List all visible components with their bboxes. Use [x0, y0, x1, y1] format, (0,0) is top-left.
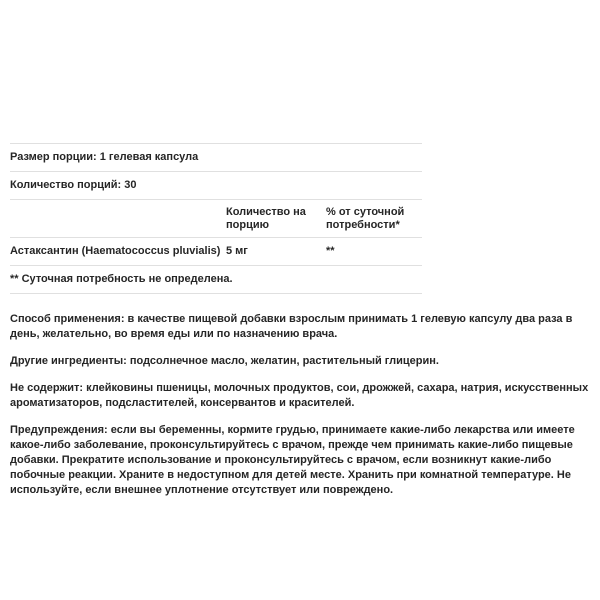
ingredient-amount-cell: 5 мг [226, 245, 248, 257]
ingredient-name-cell: Астаксантин (Haematococcus pluvialis) [10, 245, 221, 257]
servings-count-row [10, 172, 422, 200]
directions-paragraph: Способ применения: в качестве пищевой добавки взрослым принимать 1 гелевую капсулу два раза в день, желательно, во время еды или по назначению врача. [10, 313, 573, 340]
amount-per-serving-header: Количество на порцию [226, 206, 306, 231]
supplement-facts-table [10, 143, 422, 294]
servings-count-text: Количество порций: 30 [10, 179, 137, 191]
serving-size-row [10, 144, 422, 172]
warnings-paragraph: Предупреждения: если вы беременны, кормите грудью, принимаете какие-либо лекарства или имеете какое-либо заболевание, проконсультируйтесь с врачом, прежде чем принимать какие-либо пищевые добавки. Прекратите использование и проконсультируйтесь с врачом, если возникнут какие-либо побочные реакции. Храните в недоступном для детей месте. Хранить при комнатной температуре. Не используйте, если внешнее уплотнение отсутствует или повреждено. [10, 424, 575, 496]
other-ingredients-paragraph: Другие ингредиенты: подсолнечное масло, желатин, растительный глицерин. [10, 355, 439, 367]
facts-footnote-row [10, 266, 422, 294]
ingredient-row [10, 238, 422, 266]
facts-header-row [10, 200, 422, 238]
serving-size-text: Размер порции: 1 гелевая капсула [10, 151, 199, 163]
does-not-contain-paragraph: Не содержит: клейковины пшеницы, молочных продуктов, сои, дрожжей, сахара, натрия, искусственных ароматизаторов, подсластителей, консервантов и красителей. [10, 382, 589, 409]
label-body-text [10, 312, 592, 498]
daily-value-header: % от суточной потребности* [326, 206, 405, 231]
facts-footnote-text: ** Суточная потребность не определена. [10, 273, 233, 285]
ingredient-dv-cell: ** [326, 245, 335, 257]
